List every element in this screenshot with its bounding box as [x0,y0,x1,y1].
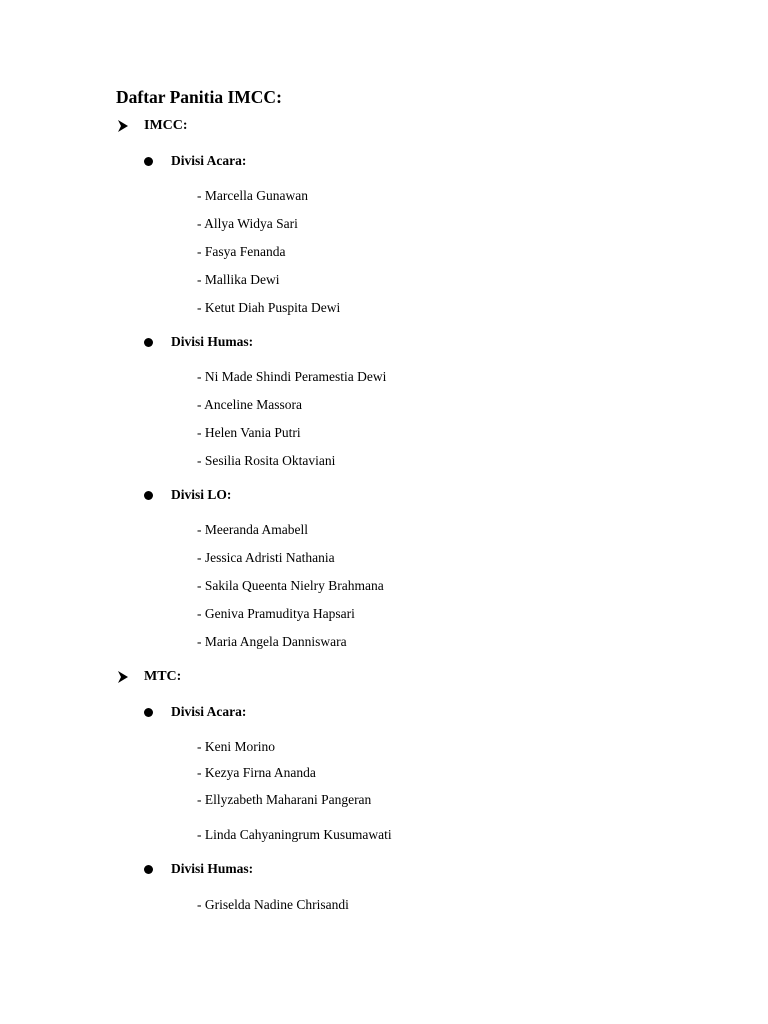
section-label-mtc: MTC: [144,669,182,684]
bullet-icon [144,157,153,166]
member-item: - Kezya Firna Ananda [197,765,316,780]
member-item: - Ni Made Shindi Peramestia Dewi [197,369,387,384]
member-item: - Allya Widya Sari [197,216,298,231]
member-item: - Maria Angela Danniswara [197,634,347,649]
bullet-icon [144,491,153,500]
member-item: - Marcella Gunawan [197,188,308,203]
member-item: - Fasya Fenanda [197,244,286,259]
section-label-imcc: IMCC: [144,118,188,133]
division-label-mtc-acara: Divisi Acara: [171,704,247,719]
member-item: - Linda Cahyaningrum Kusumawati [197,827,392,842]
division-label-mtc-humas: Divisi Humas: [171,861,254,876]
member-item: - Keni Morino [197,739,275,754]
division-label-imcc-lo: Divisi LO: [171,487,232,502]
member-item: - Sakila Queenta Nielry Brahmana [197,578,384,593]
member-item: - Meeranda Amabell [197,522,308,537]
member-item: - Sesilia Rosita Oktaviani [197,453,336,468]
document-title: Daftar Panitia IMCC: [116,87,282,107]
bullet-icon [144,708,153,717]
member-item: - Helen Vania Putri [197,425,301,440]
member-item: - Geniva Pramuditya Hapsari [197,606,355,621]
arrow-bullet-icon [117,119,129,133]
member-item: - Ketut Diah Puspita Dewi [197,300,341,315]
member-item: - Ellyzabeth Maharani Pangeran [197,792,372,807]
division-label-imcc-humas: Divisi Humas: [171,334,254,349]
member-item: - Mallika Dewi [197,272,280,287]
bullet-icon [144,865,153,874]
division-label-imcc-acara: Divisi Acara: [171,153,247,168]
member-item: - Jessica Adristi Nathania [197,550,335,565]
arrow-bullet-icon [117,670,129,684]
member-item: - Anceline Massora [197,397,302,412]
member-item: - Griselda Nadine Chrisandi [197,897,349,912]
bullet-icon [144,338,153,347]
